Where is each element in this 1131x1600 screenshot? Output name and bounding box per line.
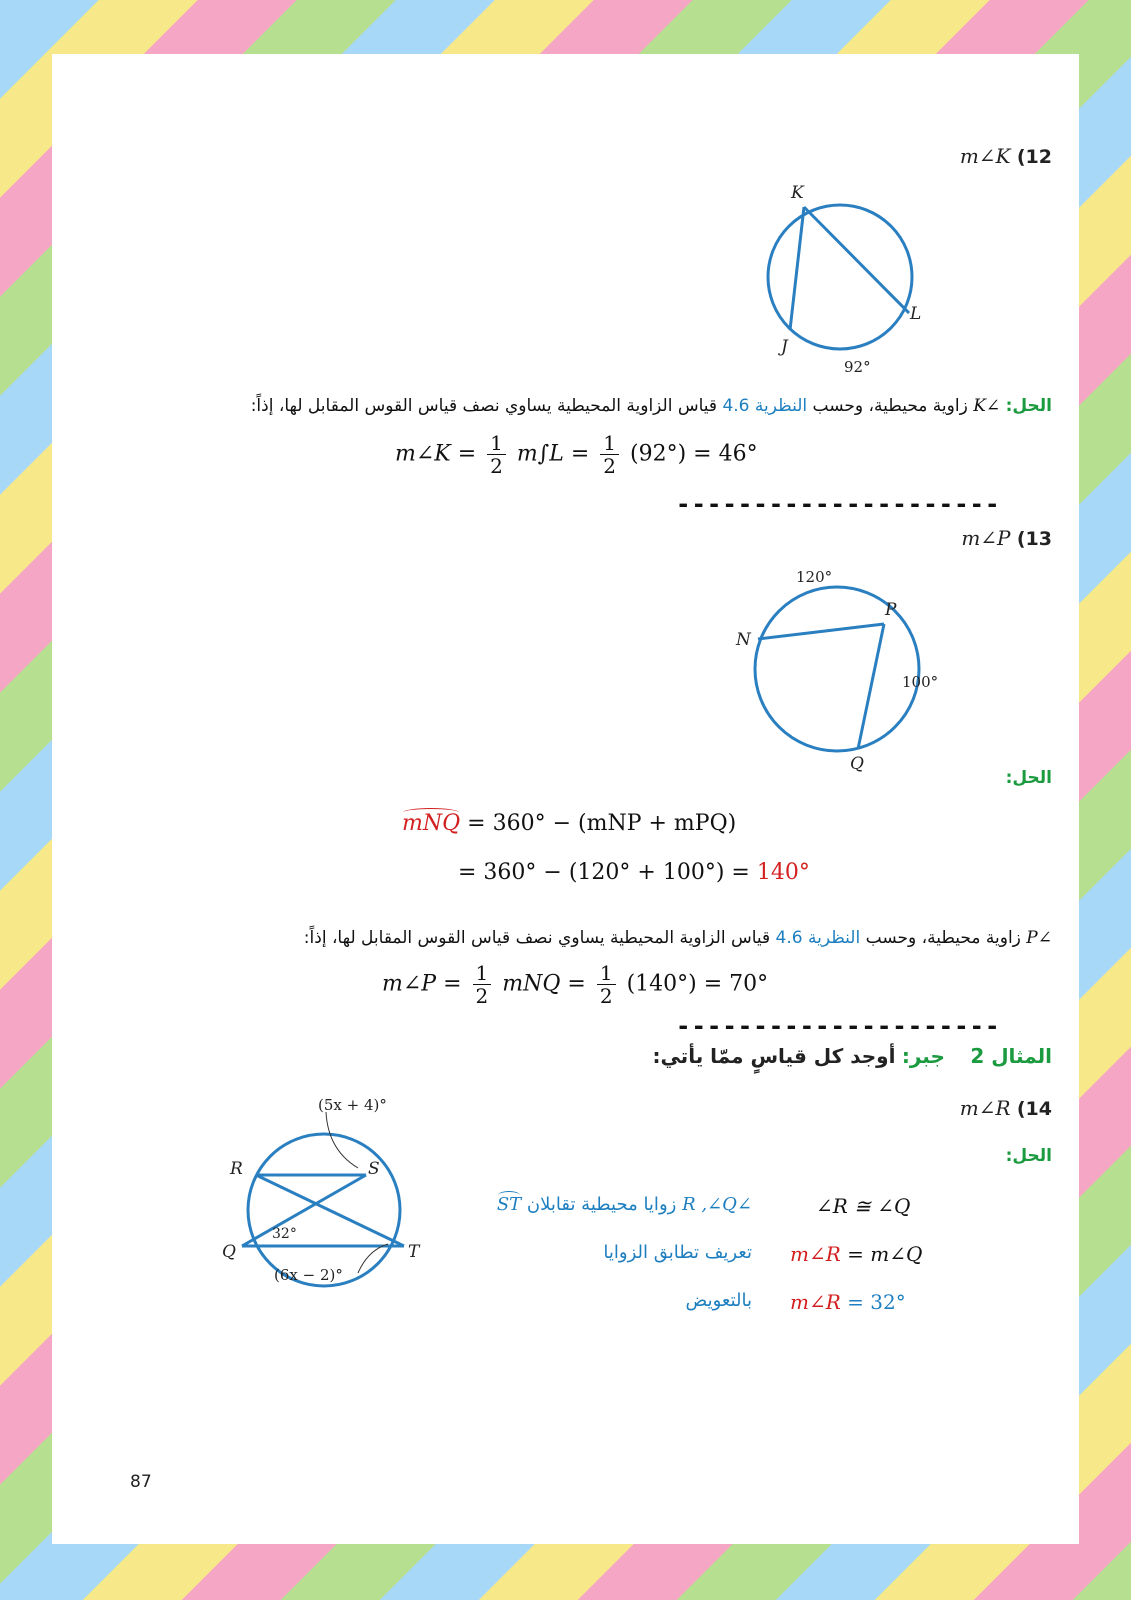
q13-solution-label: الحل: xyxy=(1005,768,1052,788)
q14-point-t: T xyxy=(408,1242,420,1262)
q13-solution-text: ∠P زاوية محيطية، وحسب النظرية 4.6 قياس الزاوية المحيطية يساوي نصف قياس القوس المقابل لها، إذاً: xyxy=(303,928,1052,948)
example2-subject: جبر: xyxy=(901,1044,945,1068)
q13-point-p: P xyxy=(885,600,897,620)
q14-point-q: Q xyxy=(222,1242,236,1262)
q12-chord-kl xyxy=(804,207,909,313)
q12-solution-text: الحل: ∠K زاوية محيطية، وحسب النظرية 4.6 قياس الزاوية المحيطية يساوي نصف قياس القوس المقابل لها، إذاً: xyxy=(250,396,1052,416)
example2-header xyxy=(352,1044,1052,1068)
q13-angle: ∠P xyxy=(1026,928,1052,948)
worksheet-page xyxy=(52,54,1079,1544)
q13-result: 140° xyxy=(756,860,810,885)
q12-theorem-word: النظرية xyxy=(754,396,808,416)
q14-angle-label: 32° xyxy=(272,1226,297,1242)
example2-instruction: أوجد كل قياسٍ ممّا يأتي: xyxy=(652,1044,896,1068)
q12-point-l: L xyxy=(910,304,922,324)
page-number: 87 xyxy=(130,1472,152,1492)
q13-number: (13 xyxy=(1016,528,1052,550)
q13-arc-top: 120° xyxy=(796,568,833,586)
q14-circle-figure xyxy=(218,1090,418,1290)
q12-label: m∠K (12 xyxy=(959,144,1052,168)
q13-chord-np xyxy=(758,624,884,639)
q13-line1: mNQ = 360° − (mNP + mPQ) xyxy=(402,811,737,836)
q13-chord-pq xyxy=(858,624,884,749)
q12-solution-label: الحل: xyxy=(1005,396,1052,416)
q14-solution-label: الحل: xyxy=(1005,1146,1052,1166)
q14-label: m∠R (14 xyxy=(959,1096,1052,1120)
q13-circle-figure xyxy=(732,559,952,774)
q13-theorem-num: 4.6 xyxy=(775,928,803,948)
q14-row3-statement: m∠R = 32° xyxy=(790,1290,906,1314)
q12-chord-kj xyxy=(790,207,804,330)
q13-label: m∠P (13 xyxy=(961,526,1052,550)
q13-line2: = 360° − (120° + 100°) = 140° xyxy=(458,860,810,885)
q12-equation: m∠K = $\frac{1}{2}$ m∫L = $\frac{1}{2}$ (92°) = 46° xyxy=(395,431,758,478)
q14-number: (14 xyxy=(1016,1098,1052,1120)
q13-equation: m∠P = $\frac{1}{2}$ mNQ = $\frac{1}{2}$ (140°) = 70° xyxy=(382,961,769,1008)
q13-point-q: Q xyxy=(850,754,864,774)
q13-divider: --------------------- xyxy=(676,1012,1001,1040)
q12-angle: ∠K xyxy=(973,396,1001,416)
q14-bottom-expr: (6x − 2)° xyxy=(274,1266,343,1284)
q13-point-n: N xyxy=(736,630,751,650)
q13-arc-right: 100° xyxy=(902,673,939,691)
q12-point-j: J xyxy=(781,337,788,357)
example2-title: المثال 2 xyxy=(970,1044,1052,1068)
q12-circle-figure xyxy=(752,174,932,384)
q12-number: (12 xyxy=(1016,146,1052,168)
q14-top-expr: (5x + 4)° xyxy=(318,1096,387,1114)
q14-row2-statement: m∠R = m∠Q xyxy=(790,1242,923,1266)
q13-theorem-word: النظرية xyxy=(808,928,861,948)
q14-row1-reason: ∠R ,∠Q زوايا محيطية تقابلان ST xyxy=(496,1194,752,1215)
q14-chord-sq xyxy=(242,1175,366,1246)
q14-point-s: S xyxy=(368,1159,380,1179)
q14-row2-reason: تعريف تطابق الزوايا xyxy=(603,1242,752,1263)
q12-arc-label: 92° xyxy=(844,358,871,376)
q14-row3-reason: بالتعويض xyxy=(685,1290,752,1311)
q12-divider: --------------------- xyxy=(676,490,1001,518)
q12-theorem-num: 4.6 xyxy=(722,396,750,416)
q14-circle xyxy=(248,1134,400,1286)
q12-point-k: K xyxy=(791,183,804,203)
q14-row1-statement: ∠R ≅ ∠Q xyxy=(816,1194,911,1218)
q14-point-r: R xyxy=(230,1159,243,1179)
